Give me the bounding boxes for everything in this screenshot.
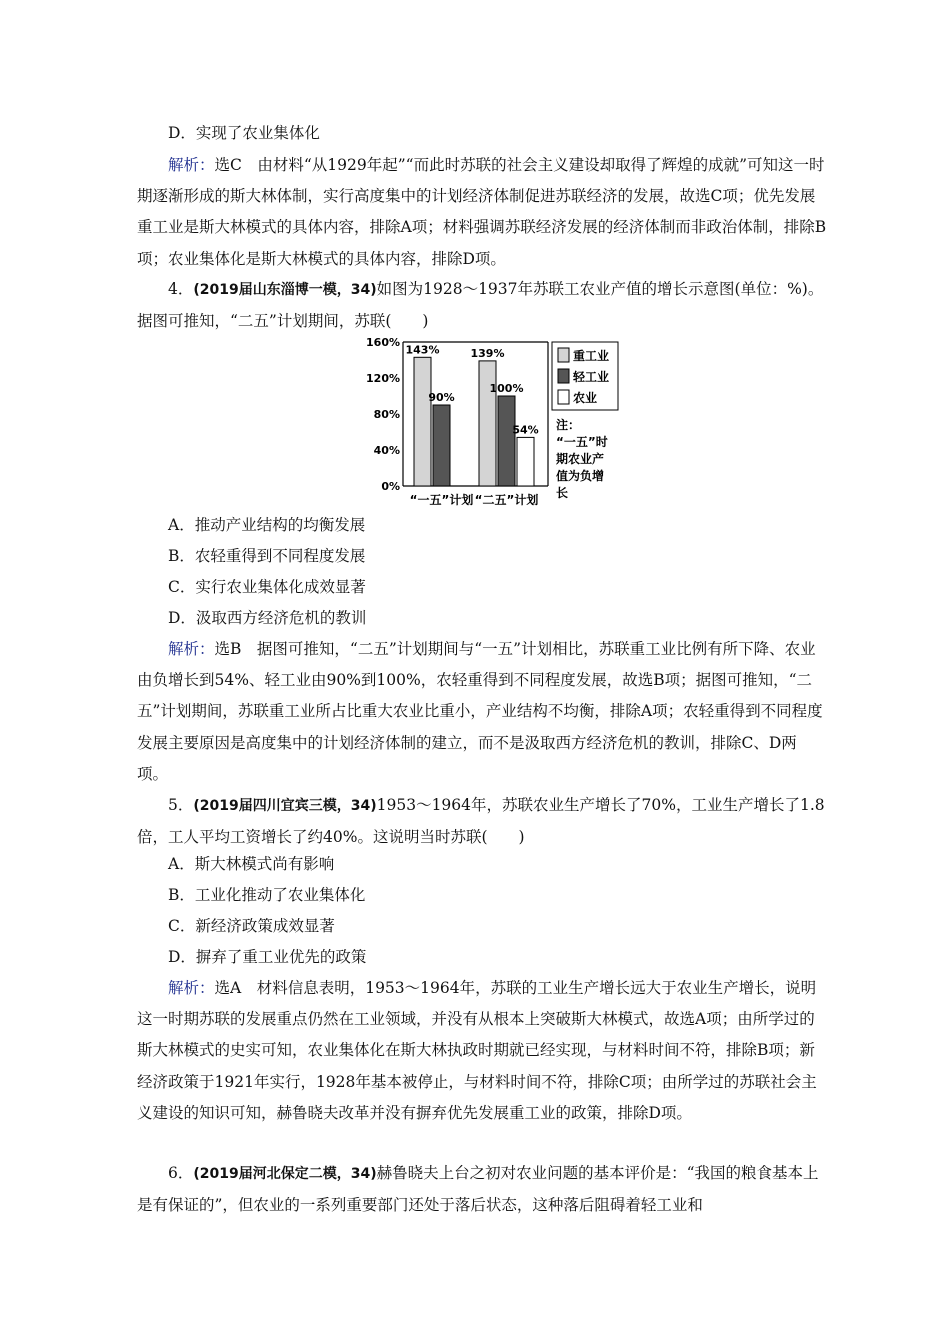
q5-stem [137,790,827,853]
question-source: (2019届河北保定二模，34) [193,1166,377,1182]
q5-option-b: B．工业化推动了农业集体化 [168,886,366,904]
q3-analysis [137,150,827,275]
note-line: 长 [556,486,569,500]
legend-swatch [558,390,569,404]
question-number: 5． [168,796,194,814]
question-number: 6． [168,1164,194,1182]
analysis-label: 解析： [168,979,215,997]
note-line: 期农业产 [556,452,605,466]
analysis-text: 选C 由材料“从1929年起”“而此时苏联的社会主义建设却取得了辉煌的成就”可知这一时期逐渐形成的斯大林体制，实行高度集中的计划经济体制促进苏联经济的发展，故选C项；优先发展重工业是斯大林模式的具体内容，排除A项；材料强调苏联经济发展的经济体制而非政治体制，排除B项；农业集体化是斯大林模式的具体内容，排除D项。 [137,156,827,268]
bar-value-label: 139% [470,346,505,360]
y-tick-label: 120% [366,372,400,385]
category-label: “二五”计划 [474,493,539,507]
q4-stem [137,274,827,337]
question-source: (2019届四川宜宾三模，34) [193,798,377,814]
q4-option-d: D．汲取西方经济危机的教训 [168,609,367,627]
bar [433,405,450,486]
q5-option-c: C．新经济政策成效显著 [168,917,335,935]
note-line: 值为负增 [556,469,605,483]
q4-option-a: A．推动产业结构的均衡发展 [168,516,366,534]
legend-label: 农业 [573,391,598,405]
analysis-label: 解析： [168,640,215,658]
bar-value-label: 100% [489,382,524,395]
q4-option-b: B．农轻重得到不同程度发展 [168,547,366,565]
y-axis-ticks [366,338,400,493]
question-text: 如图为1928～1937年苏联工农业产值的增长示意图(单位：%)。据图可推知，“二五”计划期间，苏联( ) [137,280,824,331]
question-number: 4． [168,280,194,298]
bar-value-label: 90% [428,391,455,404]
category-label: “一五”计划 [409,493,474,507]
bar-marks [414,357,534,486]
analysis-text: 选B 据图可推知，“二五”计划期间与“一五”计划相比，苏联重工业比例有所下降、农业由负增长到54%、轻工业由90%到100%，农轻重得到不同程度发展，故选B项；据图可推知，“二五”计划期间，苏联重工业所占比重大农业比重小，产业结构不均衡，排除A项；农轻重得到不同程度发展主要原因是高度集中的计划经济体制的建立，而不是汲取西方经济危机的教训，排除C、D两项。 [137,640,823,783]
y-tick-label: 40% [373,444,400,457]
note-title: 注： [556,418,581,432]
question-text: 1953～1964年，苏联农业生产增长了70%，工业生产增长了1.8倍，工人平均工资增长了约40%。这说明当时苏联( ) [137,796,825,847]
bar [498,396,515,486]
chart-note [555,417,608,500]
question-source: (2019届山东淄博一模，34) [193,282,377,298]
q6-stem [137,1158,827,1221]
analysis-label: 解析： [168,156,215,174]
y-tick-label: 80% [373,408,400,421]
legend-label: 重工业 [573,349,610,363]
analysis-text: 选A 材料信息表明，1953～1964年，苏联的工业生产增长远大于农业生产增长，说明这一时期苏联的发展重点仍然在工业领域，并没有从根本上突破斯大林模式，故选A项；由所学过的斯大林模式的史实可知，农业集体化在斯大林执政时期就已经实现，与材料时间不符，排除B项；新经济政策于1921年实行，1928年基本被停止，与材料时间不符，排除C项；由所学过的苏联社会主义建设的知识可知，赫鲁晓夫改革并没有摒弃优先发展重工业的政策，排除D项。 [137,979,817,1122]
bar-value-label: 54% [512,423,539,437]
bar-value-label: 143% [405,343,440,357]
q5-analysis [137,973,827,1129]
y-tick-label: 0% [381,480,400,493]
growth-bar-chart [360,338,625,508]
q5-option-a: A．斯大林模式尚有影响 [168,855,335,873]
question-text: 赫鲁晓夫上台之初对农业问题的基本评价是：“我国的粮食基本上是有保证的”，但农业的一系列重要部门还处于落后状态，这种落后阻碍着轻工业和 [137,1164,819,1215]
y-tick-label: 160% [366,338,400,349]
bar [414,357,431,486]
bar [517,437,534,486]
note-line: “一五”时 [556,435,608,449]
q5-option-d: D．摒弃了重工业优先的政策 [168,948,367,966]
q4-analysis [137,634,827,790]
legend-label: 轻工业 [573,370,610,384]
category-labels [410,492,539,507]
legend-swatch [558,348,569,362]
bar [479,361,496,486]
legend-swatch [558,369,569,383]
q4-option-c: C．实行农业集体化成效显著 [168,578,366,596]
q3-option-d: D．实现了农业集体化 [168,124,320,142]
